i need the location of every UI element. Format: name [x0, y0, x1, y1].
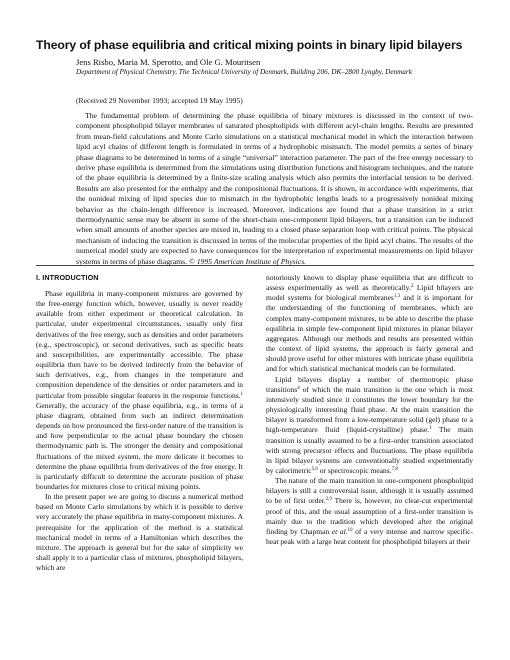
- reference-mark: 7,8: [391, 466, 398, 472]
- reference-mark: 2: [410, 284, 414, 290]
- received-date: (Received 29 November 1993; accepted 19 May 1995): [76, 96, 243, 105]
- reference-mark: 10: [347, 527, 353, 533]
- affiliation: Department of Physical Chemistry, The Technical University of Denmark, Building 206, DK–2800 Lyngby, Denmark: [76, 68, 412, 76]
- copyright-notice: © 1995 American Institute of Physics.: [188, 256, 307, 266]
- reference-mark: 1,3: [393, 294, 401, 300]
- paragraph: Phase equilibria in many-component mixtures are governed by the free-energy function which, however, usually is never readily available from either experiment or theoretical calculation. In particular, under experimental circumstances, usually only first derivatives of the free energy, such as densities and order parameters (e.g., spectroscopic), or second derivatives, such as specific heats and susceptibilities, are experimentally accessible. The phase equilibria then have to be derived indirectly from the behavior of such derivatives, e.g., from changes in the temperature and composition dependence of the densities or order parameters and in particular from possible singular features in the response functions.$^1$ Generally, the accuracy of the phase equilibria, e.g., in terms of a phase diagram, obtained from such an indirect determination depends on how pronounced the first-order nature of the transition is and how perpendicular to the actual phase boundary the chosen thermodynamic path is. The stronger the density and compositional fluctuations of the mixed system, the more delicate it becomes to determine the phase equilibria from derivatives of the free energy. It is particularly difficult to determine the accurate position of phase boundaries for mixtures close to critical mixing points.: [36, 289, 243, 491]
- abstract-text: The fundamental problem of determining the phase equilibria of binary mixtures is discussed in the context of two-component phospholipid bilayer membranes of saturated phospholipids with different acyl-chain lengths. Results are presented from mean-field calculations and Monte Carlo simulations on a statistical mechanical model in which the interaction between lipid acyl chains of different length is formulated in terms of a hydrophobic mismatch. The model permits a series of binary phase diagrams to be determined in terms of a single “universal” interaction parameter. The part of the free energy necessary to derive phase equilibria is determined from the simulations using distribution functions and histogram techniques, and the nature of the phase equilibria is determined by a finite-size scaling analysis which also permits the interfacial tension to be derived. Results are also presented for the enthalpy and the compositional fluctuations. It is shown, in accordance with experiments, that the nonideal mixing of lipid species due to mismatch in the hydrophobic lengths leads to a progressively nonideal mixing behavior as the chain-length difference is increased. Moreover, indications are found that a phase transition in a strict thermodynamic sense may be absent in some of the short-chain one-component lipid bilayers, but a transition can be induced when small amounts of another species are mixed in, leading to a closed phase separation loop with critical points. The physical mechanism of inducing the transition is discussed in terms of the molecular properties of the lipid acyl chains. The results of the numerical model study are expected to have consequences for the interpretation of experimental measurements on lipid bilayer systems in terms of phase diagrams.: [76, 111, 473, 266]
- reference-mark: 2,9: [325, 497, 332, 503]
- section-divider: [36, 265, 474, 266]
- paragraph: Lipid bilayers display a number of thermotropic phase transitions$^4$ of which the main transition is the one which is most intensively studied since it constitutes the lower boundary for the physiologically interesting fluid phase. At the main transition the bilayer is transformed from a low-temperature solid (gel) phase to a high-temperature fluid (liquid-crystalline) phase.$^1$ The main transition is usually assumed to be a first-order transition associated with strong precursor effects and fluctuations. The phase equilibria in lipid bilayer systems are conventionally studied experimentally by calorimetric$^{5,6}$ or spectroscopic means.$^{7,8}$: [266, 374, 473, 475]
- paragraph: The nature of the main transition in one-component phospholipid bilayers is still a controversial issue, although it is usually assumed to be of first order.$^{2,9}$ There is, however, no clear-cut experimental proof of this, and the usual assumption of a first-order transition is mainly due to the tradition which developed after the original finding by Chapman et al.$^{10}$ of a very intense and narrow specific-heat peak with a large heat content for phospholipid bilayers at their: [266, 476, 473, 547]
- reference-mark: 1: [240, 391, 243, 397]
- et-al: et al.: [331, 526, 348, 536]
- section-heading: I. INTRODUCTION: [36, 273, 99, 282]
- reference-mark: 4: [297, 385, 300, 391]
- author-list: Jens Risbo, Maria M. Sperotto, and Ole G. Mouritsen: [76, 57, 261, 67]
- column-right: [266, 273, 473, 547]
- column-left: [36, 289, 243, 573]
- abstract: [76, 111, 473, 267]
- reference-mark: 1: [429, 426, 432, 432]
- paragraph: In the present paper we are going to discuss a numerical method based on Monte Carlo simulations by which it is possible to derive very accurately the phase equilibria in many-component mixtures. A prerequisite for the application of the method is a statistical mechanical model in terms of a Hamiltonian which describes the mixture. The approach is general but for the sake of simplicity we shall apply it to a particular class of mixtures, phospholipid bilayers, which are: [36, 492, 243, 573]
- reference-mark: 5,6: [311, 466, 318, 472]
- paragraph: notoriously known to display phase equilibria that are difficult to assess experimentally as well as theoretically.$^2$ Lipid bilayers are model systems for biological membranes$^{1,3}$ and it is important for the understanding of the functioning of membranes, which are complex many-component mixtures, to be able to describe the phase equilibria in simple few-component lipid mixtures in planar bilayer aggregates. Although our methods and results are presented within the context of lipid systems, the approach is fairly general and should prove useful for other mixtures with intricate phase equilibria and for which statistical mechanical models can be formulated.: [266, 273, 474, 374]
- paper-title: Theory of phase equilibria and critical mixing points in binary lipid bilayers: [36, 38, 463, 52]
